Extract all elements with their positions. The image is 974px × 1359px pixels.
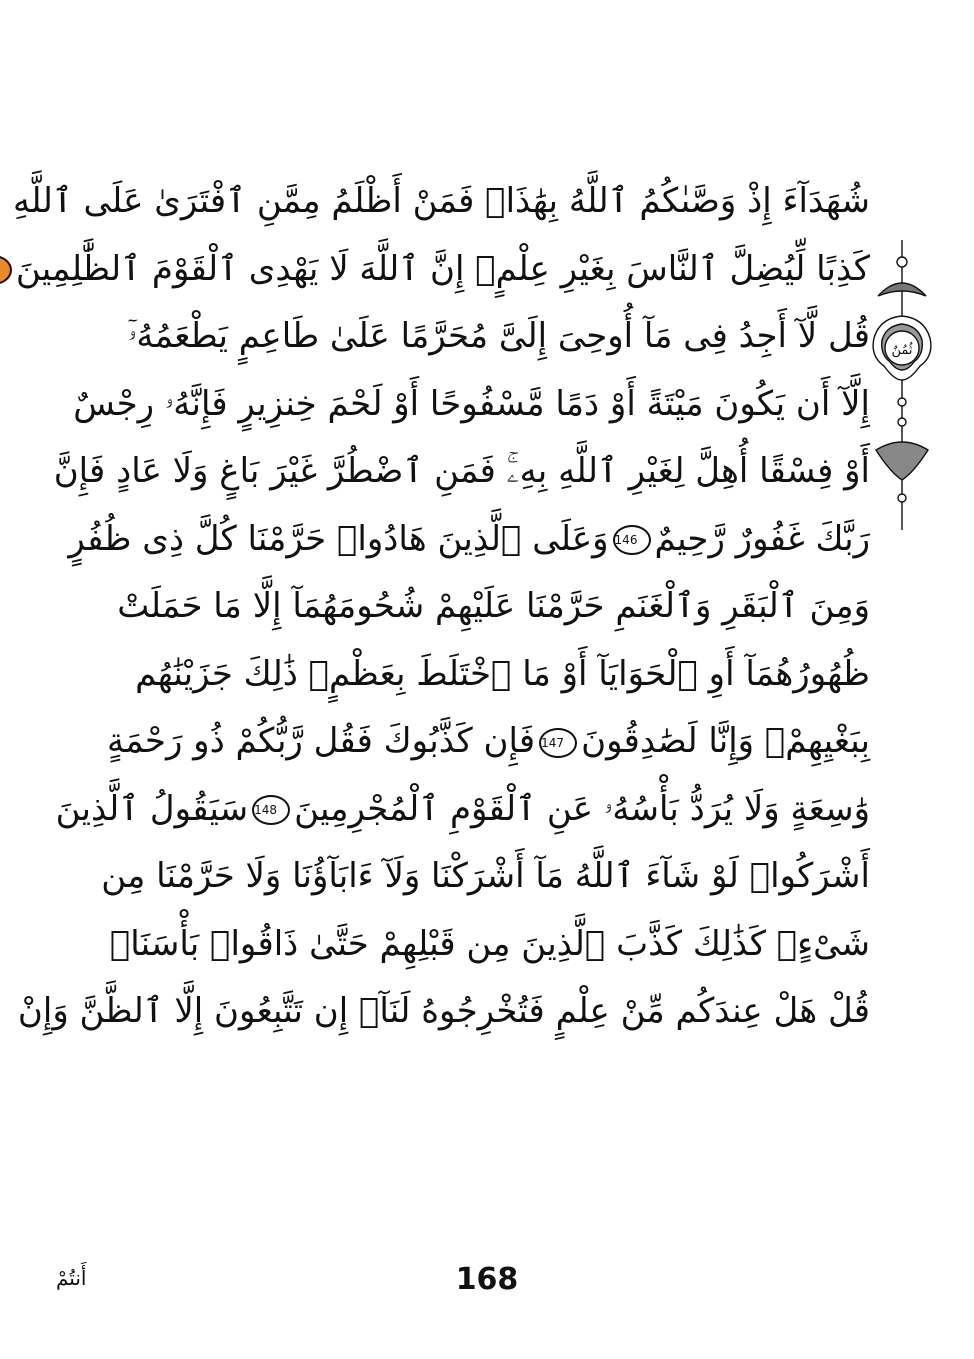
verse-text: شَىْءٍۚ كَذَٰلِكَ كَذَّبَ ٱلَّذِينَ مِن قَبْلِهِمْ حَتَّىٰ ذَاقُوا۟ بَأْسَنَاۗ <box>109 923 870 964</box>
verse-text: فَإِن كَذَّبُوكَ فَقُل رَّبُّكُمْ ذُو رَحْمَةٍ <box>107 721 536 761</box>
verse-text: ظُهُورُهُمَآ أَوِ ٱلْحَوَايَآ أَوْ مَا ٱخْتَلَطَ بِعَظْمٍۚ ذَٰلِكَ جَزَيْنَٰهُم <box>135 653 870 694</box>
page-number: 168 <box>455 1262 519 1297</box>
verse-text: وَٰسِعَةٍ وَلَا يُرَدُّ بَأْسُهُۥ عَنِ ٱلْقَوْمِ ٱلْمُجْرِمِينَ <box>294 788 870 829</box>
margin-marker-text: ثُمُنٌ <box>891 343 913 358</box>
margin-ornament <box>868 240 936 530</box>
text-line <box>55 776 870 844</box>
verse-text: إِلَّآ أَن يَكُونَ مَيْتَةً أَوْ دَمًا مَّسْفُوحًا أَوْ لَحْمَ خِنزِيرٍ فَإِنَّهُۥ رِجْسٌ <box>73 383 870 424</box>
text-line <box>135 641 870 709</box>
ornament-bead-mid <box>898 398 906 406</box>
verse-text: وَمِنَ ٱلْبَقَرِ وَٱلْغَنَمِ حَرَّمْنَا عَلَيْهِمْ شُحُومَهُمَآ إِلَّا مَا حَمَلَتْ <box>117 586 870 626</box>
ayah-number-marker <box>0 255 12 285</box>
verse-text: شُهَدَآءَ إِذْ وَصَّىٰكُمُ ٱللَّهُ بِهَٰذَاۚ فَمَنْ أَظْلَمُ مِمَّنِ ٱفْتَرَىٰ عَلَى ٱللَّهِ <box>12 181 870 221</box>
catchword: أَنتُمْ <box>56 1266 87 1290</box>
ornament-bead-mid2 <box>898 418 906 426</box>
ayah-number-marker: 147 <box>539 728 577 758</box>
verse-text: سَيَقُولُ ٱلَّذِينَ <box>55 788 249 829</box>
verse-text: كَذِبًا لِّيُضِلَّ ٱلنَّاسَ بِغَيْرِ عِلْمٍۚ إِنَّ ٱللَّهَ لَا يَهْدِى ٱلْقَوْمَ ٱلظَّٰلِمِينَ <box>15 248 870 289</box>
ornament-bead-top <box>897 257 907 267</box>
verse-text: أَوْ فِسْقًا أُهِلَّ لِغَيْرِ ٱللَّهِ بِهِۦۚ فَمَنِ ٱضْطُرَّ غَيْرَ بَاغٍ وَلَا عَادٍ فَإِنَّ <box>53 451 870 491</box>
ornament-bead-bottom <box>898 494 906 502</box>
verse-text: رَبَّكَ غَفُورٌ رَّحِيمٌ <box>654 518 870 559</box>
ornament-bottom-leaf <box>876 442 928 480</box>
text-line <box>15 236 870 304</box>
text-line <box>101 843 870 911</box>
text-line <box>68 506 870 574</box>
text-line <box>127 303 870 371</box>
quran-text-block <box>12 168 870 1046</box>
verse-text: أَشْرَكُوا۟ لَوْ شَآءَ ٱللَّهُ مَآ أَشْرَكْنَا وَلَآ ءَابَآؤُنَا وَلَا حَرَّمْنَا مِن <box>101 856 870 896</box>
text-line <box>12 168 870 236</box>
text-line <box>117 573 870 641</box>
text-line <box>53 438 870 506</box>
text-line <box>17 978 870 1046</box>
text-line <box>107 708 870 776</box>
ayah-number-marker: 146 <box>613 525 651 555</box>
verse-text: وَعَلَى ٱلَّذِينَ هَادُوا۟ حَرَّمْنَا كُلَّ ذِى ظُفُرٍ <box>68 518 609 559</box>
text-line <box>109 911 870 979</box>
text-line <box>73 371 870 439</box>
verse-text: قُل لَّآ أَجِدُ فِى مَآ أُوحِىَ إِلَىَّ مُحَرَّمًا عَلَىٰ طَاعِمٍ يَطْعَمُهُۥٓ <box>127 316 870 356</box>
ayah-number-marker: 148 <box>252 795 290 825</box>
verse-text: قُلْ هَلْ عِندَكُم مِّنْ عِلْمٍ فَتُخْرِجُوهُ لَنَآۖ إِن تَتَّبِعُونَ إِلَّا ٱلظَّنَّ وَإِنْ <box>17 991 870 1031</box>
verse-text: بِبَغْيِهِمْۖ وَإِنَّا لَصَٰدِقُونَ <box>581 721 870 761</box>
